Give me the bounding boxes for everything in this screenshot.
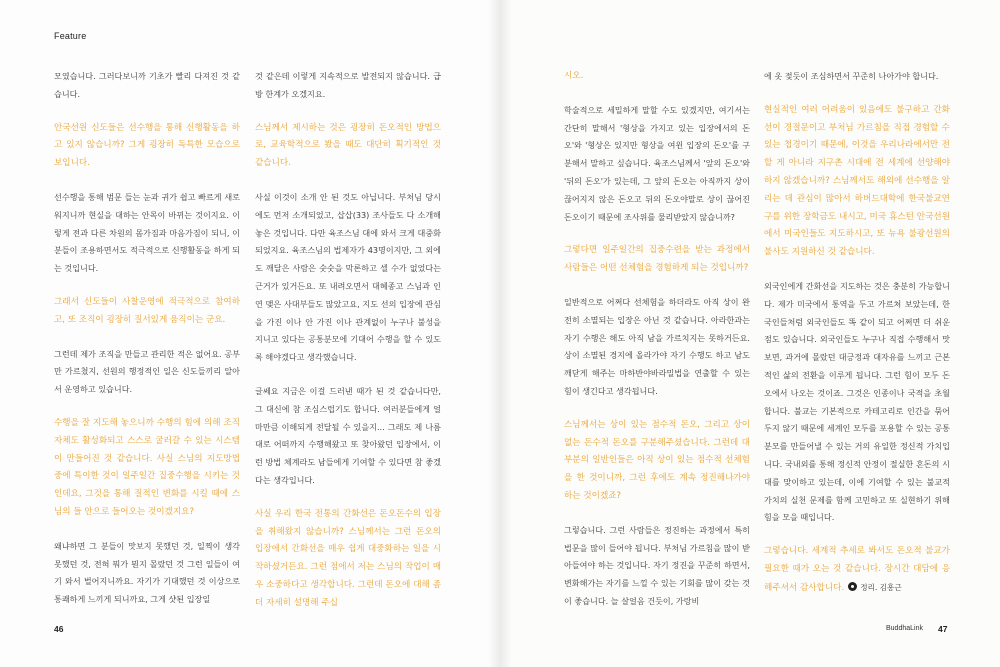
text-column-4 [764, 68, 950, 614]
interview-answer: 모였습니다. 그러다보니까 기초가 빨리 다져진 것 같습니다. [54, 71, 240, 99]
interview-answer: 사실 이것이 소개 안 된 것도 아닙니다. 부처님 당시에도 먼저 소개되었고, 삽삽(33) 조사들도 다 소개해 놓은 것입니다. 다만 육조스님 대에 와서 크게 대중화되었지요. 육조스님의 법제자가 43명이지만, 그 외에도 깨달은 사람은 숫숫을 막론하고 셀 수가 없었다는 근거가 있거든요. 또 내려오면서 대혜종고 스님과 인연 맺은 사대부들도 많았고요, 지도 선의 입장에 관심을 가진 이나 안 가진 이나 관계없이 누구나 불성을 지니고 있다는 공통분모에 기대어 수행을 할 수 있도록 해야겠다고 생각했습니다. [255, 191, 441, 363]
interview-answer: 외국인에게 간화선을 지도하는 것은 충분히 가능합니다. 제가 미국에서 통역을 두고 가르쳐 보았는데, 한국인들처럼 외국인들도 똑 같이 되고 어쩌면 더 쉬운 점도 있습니다. 외국인들도 누구나 직접 수행해서 맛보면, 과거에 몰랐던 대긍정과 대자유를 느끼고 근본적인 삶의 전환을 이루게 됩니다. 그런 힘이 모두 돈오에서 나오는 것이죠. 그것은 인종이나 국적을 초월합니다. 불교는 기본적으로 카테고리로 인간을 묶어두지 않기 때문에 세계인 모두를 포용할 수 있는 공통분모를 만들어낼 수 있는 거의 유일한 정신적 가치입니다. 국내외를 통해 정신적 안정이 절실한 혼돈의 시대를 맞이하고 있는데, 이에 기여할 수 있는 불교적 가치의 실천 문제를 함께 고민하고 또 실현하기 위해 힘을 모을 때입니다. [764, 280, 950, 523]
credit-label: 정리. [860, 582, 880, 592]
interview-question: 그렇다면 일주일간의 집중수련을 받는 과정에서 사람들은 어떤 선체험을 경험하게 되는 것입니까? [564, 245, 750, 274]
interview-answer: 그렇습니다. 그런 사람들은 정진하는 과정에서 특히 법문을 많이 들어야 됩니다. 부처님 가르침을 많이 받아들여야 하는 것입니다. 자기 정진을 꾸준히 하면서, 변화해가는 자기를 느낄 수 있는 기회를 많이 갖는 것이 좋습니다. 늘 살얼음 건듯이, 가랑비 [564, 524, 750, 606]
interview-question: 현실적인 여러 어려움이 있음에도 불구하고 간화선이 경절문이고 부처님 가르침을 직접 경험할 수 있는 첩경이기 때문에, 이것을 우리나라에서만 전할 게 아니라 지구촌 시대에 전 세계에 선양해야 하지 않겠습니까? 스님께서도 해외에 선수행을 알리는 데 관심이 많아서 하버드대학에 한국불교연구를 위한 장학금도 내시고, 미국 휴스턴 안국선원에서 미국인들도 지도하시고, 또 뉴욕 불광선원의 불사도 지원하신 것 같습니다. [764, 104, 950, 258]
credit-name: 김흥근 [879, 582, 902, 592]
text-column-1 [54, 68, 240, 625]
interview-answer: 일반적으로 어쩌다 선체험을 하더라도 아직 상이 완전히 소멸되는 입장은 아닌 것 같습니다. 아라한과는 자기 수행은 해도 아직 남을 가르치지는 못하거든요. 상이 소멸된 경지에 올라가야 자기 수행도 하고 남도 깨닫게 해주는 마하반야바라밀법을 연출할 수 있는 힘이 생긴다고 생각됩니다. [564, 296, 750, 396]
interview-answer: 글쎄요 지금은 이걸 드러낸 때가 된 것 같습니다만, 그 대신에 참 조심스럽기도 합니다. 여러분들에게 얼마만큼 이해되게 전달될 수 있을지... 그래도 제 나름대로 어떠까지 수행해왔고 또 찾아왔던 입장에서, 이런 방법 체계라도 남들에게 기여할 수 있다면 참 좋겠다는 생각입니다. [255, 385, 441, 485]
page-number-left: 46 [54, 624, 64, 634]
interview-question: 수행을 잘 지도해 놓으니까 수행의 힘에 의해 조직 자체도 활성화되고 스스로 굴러갈 수 있는 시스템이 만들어진 것 같습니다. 사실 스님의 지도방법 중에 특이한 것이 일주일간 집중수행을 시키는 것인데요, 그것을 통해 질적인 변화를 시킬 때에 스님의 들 안으로 들어오는 것이겠지요? [54, 417, 240, 517]
interview-answer: 왜냐하면 그 분들이 맛보지 못했던 것, 일찍이 생각 못했던 것, 전혀 뭐가 뭔지 몰랐던 것 그런 일들이 여기 와서 벌어지니까요. 자기가 기대했던 것 이상으로 통쾌하게 느끼게 되니까요, 그게 샷된 입장일 [54, 540, 240, 605]
brand-name: BuddhaLink [886, 625, 923, 632]
interview-answer: 학술적으로 세밀하게 말할 수도 있겠지만, 여기서는 간단히 말해서 '형상을 가지고 있는 입장에서의 돈오'와 '형상은 있지만 형상을 여윈 입장의 돈오'를 구분해서 말하고 싶습니다. 육조스님께서 '앞의 돈오'와 '뒤의 돈오'가 있는데, 그 앞의 돈오는 아직까지 상이 끊어지지 않은 돈오고 뒤의 돈오야말로 상이 끊어진 돈오이기 때문에 조사위를 물리받았지 않습니까? [564, 104, 750, 222]
interview-question: 사실 우리 한국 전통의 간화선은 돈오돈수의 입장을 취해왔지 않습니까? 스님께서는 그런 돈오의 입장에서 간화선을 매우 쉽게 대중화하는 일을 시작하셨거든요. 그런 점에서 저는 스님의 작업이 매우 소중하다고 생각합니다. 그런데 돈오에 대해 좀 더 자세히 설명해 주십 [255, 508, 441, 608]
interview-question: 그래서 신도들이 사찰운영에 적극적으로 참여하고, 또 조직이 굉장히 질서있게 움직이는 군요. [54, 296, 240, 325]
interview-question: 안국선원 신도들은 선수행을 통해 신행활동을 하고 있지 않습니까? 그게 굉장히 독특한 모습으로 보입니다. [54, 122, 240, 169]
text-column-3 [564, 68, 750, 627]
interview-answer: 선수행을 통해 범문 들는 눈과 귀가 쉽고 빠르게 새로워지니까 현실을 대하는 안목이 바뀌는 것이지요. 이렇게 전과 다른 차원의 몸가짐과 마음가짐이 되니, 이 분들이 조용하면서도 적극적으로 신행활동을 하게 되는 것입니다. [54, 191, 240, 274]
text-column-2 [255, 68, 441, 629]
interview-question: 스님께서 제시하는 것은 굉장히 돈오적인 방법으로, 교육학적으로 봤을 때도 대단히 획기적인 것 같습니다. [255, 122, 441, 169]
interview-answer: 에 옷 젖듯이 조심하면서 꾸준히 나아가야 합니다. [764, 71, 939, 81]
interview-answer: 것 같은데 이렇게 지속적으로 발전되지 않습니다. 급방 한계가 오겠지요. [255, 71, 441, 99]
credit-line [844, 583, 902, 592]
section-label: Feature [54, 31, 87, 41]
interview-question: 그렇습니다. 세계적 추세로 봐서도 돈오적 불교가 필요한 때가 오는 것 같습니다. 장시간 대담에 응해주셔서 감사합니다. 정리. 김흥근 [764, 546, 950, 593]
interview-question: 시오. [564, 71, 584, 81]
page-number-right: 47 [938, 624, 948, 634]
page-gutter [488, 0, 512, 667]
interview-question: 스님께서는 상이 있는 점수적 돈오, 그리고 상이 없는 돈수적 돈오를 구분해주셨습니다. 그런데 대부분의 일반인들은 아직 상이 있는 점수적 선체험을 한 것이니까, 그런 후에도 계속 정진해나가야 하는 것이겠죠? [564, 419, 750, 501]
end-mark-icon [848, 582, 857, 591]
interview-answer: 그런데 제가 조직을 만들고 관리한 적은 없어요. 공부만 가르쳤지, 선원의 행정적인 일은 신도들끼리 알아서 운영하고 있습니다. [54, 348, 240, 395]
